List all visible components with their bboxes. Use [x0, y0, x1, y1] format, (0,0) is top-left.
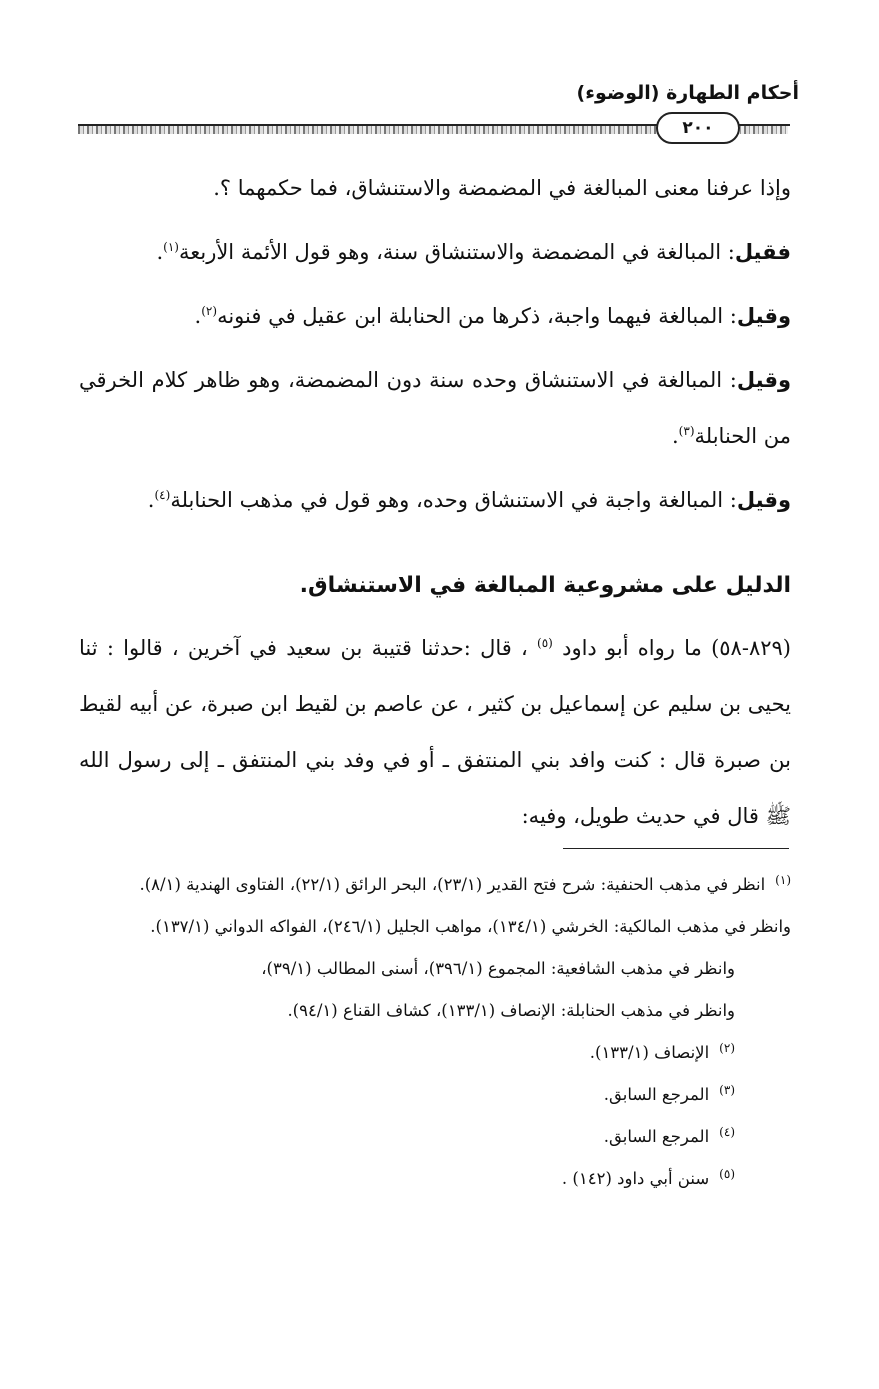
opinion-lead: وقيل [736, 304, 791, 328]
section-heading: الدليل على مشروعية المبالغة في الاستنشاق. [299, 573, 791, 598]
footnote-number: (٢) [719, 1040, 735, 1055]
paragraph-opinion-4: وقيل: المبالغة واجبة في الاستنشاق وحده، وهو قول في مذهب الحنابلة$^{(٤)}$. [147, 488, 791, 512]
opinion-text: : المبالغة في الاستنشاق وحده سنة دون المضمضة، وهو ظاهر كلام الخرقي من الحنابلة [79, 368, 791, 448]
page-number: ٢٠٠ [656, 112, 740, 144]
opinion-text: : المبالغة واجبة في الاستنشاق وحده، وهو قول في مذهب الحنابلة [170, 488, 737, 512]
running-title: أحكام الطهارة (الوضوء) [576, 82, 799, 104]
footnote-5 [79, 1160, 791, 1198]
hadith-text: ، قال :حدثنا قتيبة بن سعيد في آخرين ، قالوا : ثنا يحيى بن سليم عن إسماعيل بن كثير ، عن عاصم بن لقيط ابن صبرة، عن أبيه لقيط بن صبرة قال : كنت وافد بني المنتفق ـ أو في وفد بني المنتفق ـ إلى رسول الله ﷺ قال في حديث طويل، وفيه: [79, 636, 791, 828]
footnote-text: المرجع السابق. [603, 1127, 710, 1146]
footnote-1-hanbali: وانظر في مذهب الحنابلة: الإنصاف (١٣٣/١)، كشاف القناع (٩٤/١). [287, 1001, 735, 1020]
footnote-3 [79, 1076, 791, 1114]
footnote-number: (٤) [719, 1124, 735, 1139]
footnote-text: انظر في مذهب الحنفية: شرح فتح القدير (٢٣/١)، البحر الرائق (٢٢/١)، الفتاوى الهندية (٨/١). [139, 875, 766, 894]
footnote-number: (١) [775, 872, 791, 887]
paragraph-opinion-1: فقيل: المبالغة في المضمضة والاستنشاق سنة، وهو قول الأئمة الأربعة$^{(١)}$. [156, 240, 791, 264]
opinion-text: : المبالغة في المضمضة والاستنشاق سنة، وهو قول الأئمة الأربعة [178, 240, 735, 264]
main-text [79, 160, 791, 852]
footnote-ref[interactable]: (٤) [154, 488, 171, 502]
footnote-2 [79, 1034, 791, 1072]
paragraph-opinion-2: وقيل: المبالغة فيهما واجبة، ذكرها من الحنابلة ابن عقيل في فنونه$^{(٢)}$. [194, 304, 791, 328]
footnote-number: (٣) [719, 1082, 735, 1097]
paragraph-question: وإذا عرفنا معنى المبالغة في المضمضة والاستنشاق، فما حكمهما ؟. [213, 176, 791, 200]
paragraph-hadith [79, 620, 791, 844]
footnote-ref[interactable]: (٣) [678, 424, 695, 438]
footnote-number: (٥) [719, 1166, 735, 1181]
paragraph-opinion-3: وقيل: المبالغة في الاستنشاق وحده سنة دون المضمضة، وهو ظاهر كلام الخرقي من الحنابلة$^{(٣)}$. [79, 368, 791, 448]
footnote-text: المرجع السابق. [603, 1085, 710, 1104]
footnote-1 [79, 866, 791, 904]
footnote-ref[interactable]: (١) [163, 240, 179, 254]
hadith-number-text: (٨٢٩-٥٨) ما رواه أبو داود [562, 636, 791, 660]
footnote-ref[interactable]: (٥) [537, 636, 553, 650]
footnote-ref[interactable]: (٢) [201, 304, 218, 318]
footnotes [79, 866, 791, 1202]
opinion-text: : المبالغة فيهما واجبة، ذكرها من الحنابلة ابن عقيل في فنونه [217, 304, 737, 328]
footnote-separator [563, 848, 789, 849]
footnote-1-shafii: وانظر في مذهب الشافعية: المجموع (٣٩٦/١)، أسنى المطالب (٣٩/١)، [261, 959, 735, 978]
footnote-4 [79, 1118, 791, 1156]
opinion-lead: وقيل [736, 368, 791, 392]
opinion-lead: فقيل [734, 240, 791, 264]
footnote-1-maliki: وانظر في مذهب المالكية: الخرشي (١٣٤/١)، مواهب الجليل (٢٤٦/١)، الفواكه الدواني (١٣٧/١). [150, 917, 791, 936]
opinion-lead: وقيل [736, 488, 791, 512]
footnote-text: الإنصاف (١٣٣/١). [589, 1043, 710, 1062]
footnote-text: سنن أبي داود (١٤٢) . [561, 1169, 710, 1188]
